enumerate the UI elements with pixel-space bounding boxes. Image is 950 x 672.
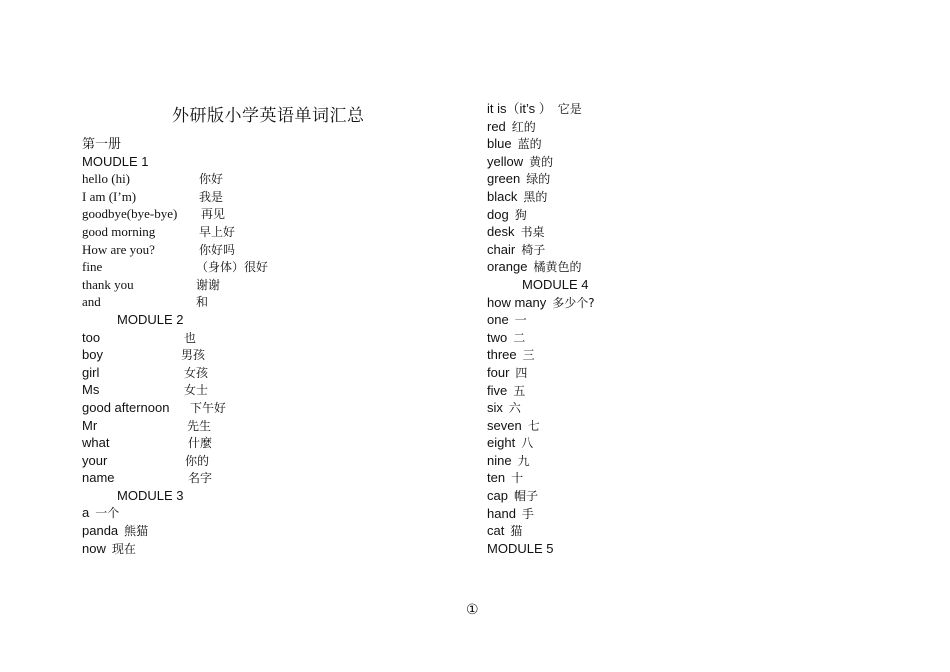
vocab-entry [487, 399, 817, 417]
chinese-translation: 和 [196, 295, 209, 310]
chinese-translation: 黑的 [523, 189, 548, 204]
vocab-entry [487, 118, 817, 136]
english-word: a [82, 505, 90, 521]
chinese-translation: 你的 [185, 453, 210, 468]
english-word: one [487, 312, 509, 328]
english-word: five [487, 382, 508, 398]
english-word: what [82, 435, 110, 451]
english-word: boy [82, 347, 103, 363]
vocab-entry [487, 364, 817, 382]
chinese-translation: 三 [522, 348, 535, 363]
chinese-translation: 名字 [188, 471, 213, 486]
module-heading: MODULE 4 [522, 276, 589, 292]
chinese-translation: （身体）很好 [196, 260, 269, 275]
module-heading: MOUDLE 1 [82, 153, 149, 169]
chinese-translation: 一个 [95, 506, 120, 521]
english-word: Ms [82, 382, 100, 398]
english-word: too [82, 329, 101, 345]
page-title: 外研版小学英语单词汇总 [172, 106, 365, 126]
module-heading: MODULE 3 [117, 487, 184, 503]
english-word: good morning [82, 223, 156, 239]
english-word: hand [487, 505, 516, 521]
english-word: chair [487, 241, 516, 257]
english-word: now [82, 540, 106, 556]
english-word: orange [487, 259, 528, 275]
chinese-translation: 也 [184, 330, 197, 345]
english-word: your [82, 452, 108, 468]
english-word: red [487, 118, 506, 134]
chinese-translation: 女孩 [184, 365, 209, 380]
vocab-entry [82, 293, 412, 311]
english-word: it is（it’s ） [487, 101, 552, 116]
english-word: desk [487, 224, 515, 240]
chinese-translation: 一 [514, 313, 527, 328]
chinese-translation: 七 [527, 418, 540, 433]
english-word: blue [487, 136, 512, 152]
vocab-entry [82, 258, 412, 276]
vocab-entry [82, 170, 412, 188]
english-word: seven [487, 417, 522, 433]
english-word: girl [82, 364, 100, 380]
english-word: and [82, 294, 101, 310]
right-column [487, 100, 817, 557]
chinese-translation: 猫 [510, 524, 523, 539]
chinese-translation: 多少个? [552, 295, 595, 310]
english-word: green [487, 171, 521, 187]
chinese-translation: 四 [515, 365, 528, 380]
chinese-translation: 十 [511, 471, 524, 486]
vocab-entry [82, 417, 412, 435]
english-word: eight [487, 435, 516, 451]
english-word: I am (I’m) [82, 188, 137, 204]
chinese-translation: 狗 [514, 207, 527, 222]
vocab-entry [487, 487, 817, 505]
chinese-translation: 它是 [557, 102, 582, 116]
chinese-translation: 谢谢 [196, 277, 221, 292]
vocab-entry [82, 276, 412, 294]
module-heading: MODULE 2 [117, 311, 184, 327]
vocab-entry [487, 223, 817, 241]
english-word: three [487, 347, 517, 363]
vocab-entry [82, 434, 412, 452]
vocab-entry [487, 241, 817, 259]
english-word: panda [82, 523, 119, 539]
english-word: cap [487, 488, 508, 504]
chinese-translation: 男孩 [181, 348, 206, 363]
chinese-translation: 黄的 [529, 154, 554, 169]
chinese-translation: 六 [508, 401, 521, 416]
english-word: How are you? [82, 241, 155, 257]
chinese-translation: 九 [517, 453, 530, 468]
english-word: two [487, 329, 508, 345]
vocab-entry [82, 364, 412, 382]
left-column [82, 135, 412, 557]
chinese-translation: 橘黄色的 [533, 260, 582, 275]
vocab-entry [487, 153, 817, 171]
vocab-entry [487, 135, 817, 153]
english-word: dog [487, 206, 509, 222]
vocab-entry [82, 469, 412, 487]
chinese-translation: 手 [521, 506, 534, 521]
english-word: nine [487, 452, 512, 468]
chinese-translation: 帽子 [513, 489, 538, 504]
chinese-translation: 我是 [199, 189, 224, 204]
english-word: fine [82, 259, 103, 275]
chinese-translation: 蓝的 [517, 137, 542, 152]
vocab-entry [487, 206, 817, 224]
chinese-translation: 现在 [111, 541, 136, 556]
english-word: Mr [82, 417, 98, 433]
vocab-entry [82, 399, 412, 417]
vocab-entry [82, 381, 412, 399]
chinese-translation: 你好吗 [199, 242, 236, 257]
vocab-entry [487, 505, 817, 523]
vocab-entry [82, 188, 412, 206]
english-word: yellow [487, 153, 524, 169]
english-word: good afternoon [82, 399, 170, 415]
chinese-translation: 下午好 [190, 400, 227, 415]
english-word: black [487, 188, 518, 204]
english-word: cat [487, 523, 505, 539]
chinese-translation: 女士 [184, 383, 209, 398]
vocab-entry [487, 469, 817, 487]
vocab-entry [82, 540, 412, 558]
vocab-entry [487, 170, 817, 188]
vocab-entry [487, 100, 817, 118]
english-word: name [82, 470, 115, 486]
english-word: four [487, 364, 510, 380]
chinese-translation: 红的 [511, 119, 536, 134]
vocab-entry [82, 223, 412, 241]
chinese-translation: 先生 [187, 418, 212, 433]
vocab-entry [487, 522, 817, 540]
chinese-translation: 什麼 [188, 436, 213, 451]
vocab-entry [82, 205, 412, 223]
chinese-translation: 再见 [201, 207, 226, 222]
vocab-entry [82, 452, 412, 470]
english-word: six [487, 400, 503, 416]
vocab-entry [487, 311, 817, 329]
vocab-entry [487, 417, 817, 435]
english-word: ten [487, 470, 506, 486]
volume-heading: 第一册 [82, 136, 122, 151]
chinese-translation: 你好 [199, 172, 224, 187]
chinese-translation: 椅子 [521, 242, 546, 257]
vocab-entry [487, 434, 817, 452]
vocab-entry [487, 188, 817, 206]
vocab-entry [82, 504, 412, 522]
chinese-translation: 熊猫 [124, 524, 149, 539]
chinese-translation: 八 [521, 436, 534, 451]
vocab-entry [82, 241, 412, 259]
chinese-translation: 绿的 [526, 172, 551, 187]
vocab-entry [487, 452, 817, 470]
vocab-entry [487, 382, 817, 400]
english-word: how many [487, 294, 547, 310]
chinese-translation: 书桌 [520, 225, 545, 240]
english-word: goodbye(bye-bye) [82, 206, 178, 222]
chinese-translation: 早上好 [199, 224, 236, 239]
english-word: thank you [82, 276, 134, 292]
page-number: ① [466, 602, 479, 618]
vocab-entry [82, 346, 412, 364]
vocab-entry [82, 329, 412, 347]
module-heading: MODULE 5 [487, 540, 554, 556]
vocab-entry [487, 258, 817, 276]
english-word: hello (hi) [82, 171, 131, 187]
vocab-entry [82, 522, 412, 540]
vocab-entry [487, 329, 817, 347]
vocab-entry [487, 346, 817, 364]
chinese-translation: 二 [513, 330, 526, 345]
chinese-translation: 五 [513, 383, 526, 398]
vocab-entry [487, 294, 817, 312]
